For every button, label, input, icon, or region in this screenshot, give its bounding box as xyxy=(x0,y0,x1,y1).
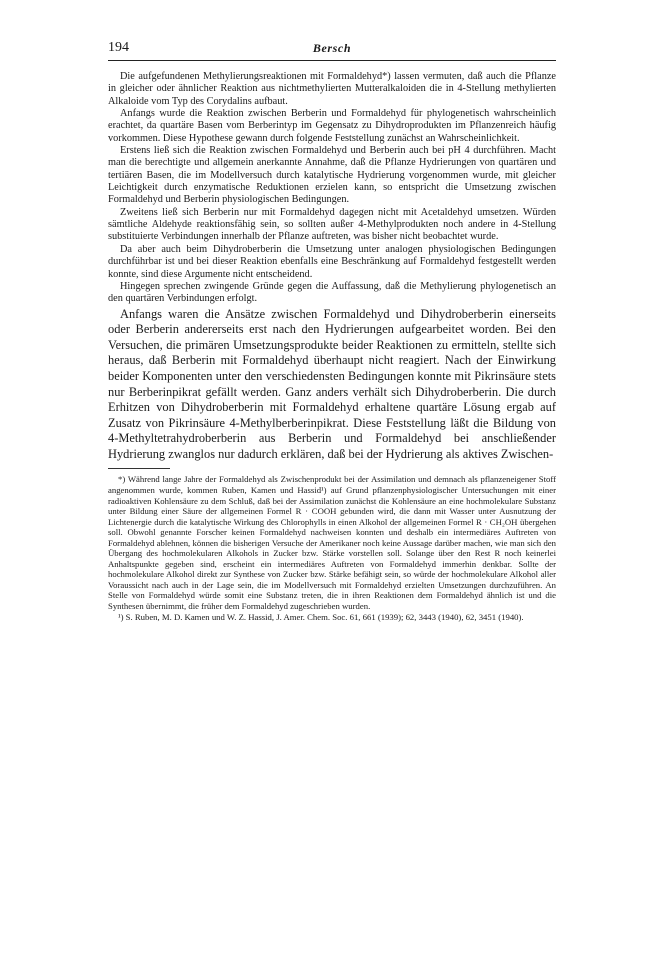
page-number: 194 xyxy=(108,40,129,55)
paragraph: Hingegen sprechen zwingende Gründe gegen die Auffassung, daß die Methylierung phylogenetisch an den quartären Verbindungen erfolgt. xyxy=(108,280,556,305)
footnote-citation: ¹) S. Ruben, M. D. Kamen und W. Z. Hassid, J. Amer. Chem. Soc. 61, 661 (1939); 62, 3443 (1940), 62, 3451 (1940). xyxy=(118,611,524,622)
page-header xyxy=(108,40,556,61)
small-print-section xyxy=(108,71,556,306)
main-text-section xyxy=(108,307,556,463)
running-head: Bersch xyxy=(312,41,352,55)
footnote: *) Während lange Jahre der Formaldehyd als Zwischenprodukt bei der Assimilation und demnach als pflanzeneigener Stoff angenommen wurde, kommen Ruben, Kamen und Hassid¹) auf Grund pflanzenphysiologischer Untersuchungen mit einer radioaktiven Kohlensäure zu dem Schluß, daß bei der Assimilation zunächst die Kohlensäure an eine hochmolekulare Substanz unter Bildung einer Säure der allgemeinen Formel R · COOH gebunden wird, die dann mit Wasser unter Ausnutzung der Lichtenergie durch die katalytische Wirkung des Chlorophylls in einen Alkohol der allgemeinen Formel R · CH₂OH übergehen soll. Obwohl genannte Forscher keinen Formaldehyd nachweisen konnten und deshalb ein intermediäres Auftreten von Formaldehyd ablehnen, können die bisherigen Versuche der Amerikaner noch keine Aussage darüber machen, wie man sich den Übergang des hochmolekularen Alkohols in Zucker bzw. Stärke vorstellen soll. Solange über den Rest R noch keinerlei Anhaltspunkte gegeben sind, erscheint ein intermediäres Auftreten von Formaldehyd immerhin denkbar. Sollte der hochmolekulare Alkohol direkt zur Synthese von Zucker bzw. Stärke befähigt sein, so würde der hochmolekulare Alkohol aller Voraussicht nach auch in der Lage sein, die im Modellversuch mit Formaldehyd erzielten Umsetzungen durchzuführen. An Stelle von Formaldehyd würde somit eine Substanz treten, die in ihren Reaktionen dem Formaldehyd ähnlich ist und die Synthesen übernimmt, die früher dem Formaldehyd zugeschrieben wurden. xyxy=(108,474,556,612)
paragraph: Zweitens ließ sich Berberin nur mit Formaldehyd dagegen nicht mit Acetaldehyd umsetzen. Würden sämtliche Aldehyde reaktionsfähig sein, so sollten außer 4-Methylprodukten noch andere in 4-Stellung substituierte Verbindungen innerhalb der Pflanze auftreten, was bisher nicht beobachtet wurde. xyxy=(108,206,556,243)
paragraph: Anfangs waren die Ansätze zwischen Formaldehyd und Dihydroberberin einerseits oder Berberin andererseits erst nach den Hydrierungen aufgearbeitet worden. Bei den Versuchen, die primären Umsetzungsprodukte beider Reaktionen zu ermitteln, stellte sich heraus, daß Berberin mit Formaldehyd überhaupt nicht reagiert. Nach der Einwirkung beider Komponenten unter den verschiedensten Bedingungen konnte mit Pikrinsäure stets nur Berberinpikrat gefällt werden. Ganz anders verhält sich Dihydroberberin. Die durch Erhitzen von Dihydroberberin mit Formaldehyd erhaltene quartäre Lösung ergab auf Zusatz von Pikrinsäure 4-Methylberberinpikrat. Diese Feststellung läßt die Bildung von 4-Methyltetrahydroberberin aus Berberin und Formaldehyd bei anschließender Hydrierung zwanglos nur dadurch erklären, daß bei der Hydrierung als aktives Zwischen- xyxy=(108,306,556,461)
paragraph: Anfangs wurde die Reaktion zwischen Berberin und Formaldehyd für phylogenetisch wahrscheinlich erachtet, da quartäre Basen vom Berberintyp im Gegensatz zu Dihydroprodukten im Pflanzenreich häufig vorkommen. Diese Hypothese gewann durch folgende Feststellung zunächst an Wahrscheinlichkeit. xyxy=(108,108,556,144)
page xyxy=(108,40,556,622)
footnote-rule xyxy=(108,468,170,469)
footnotes xyxy=(108,474,556,622)
paragraph: Die aufgefundenen Methylierungsreaktionen mit Formaldehyd*) lassen vermuten, daß auch die Pflanze in gleicher oder ähnlicher Reaktion aus nichtmethylierten Mutteralkaloiden die in 4-Stellung methylierten Alkaloide vom Typ des Corydalins aufbaut. xyxy=(108,71,556,107)
paragraph: Da aber auch beim Dihydroberberin die Umsetzung unter analogen physiologischen Bedingungen durchführbar ist und bei dieser Reaktion ebenfalls eine Beschränkung auf Formaldehyd festgestellt werden konnte, sind diese Argumente nicht entscheidend. xyxy=(108,243,556,280)
paragraph: Erstens ließ sich die Reaktion zwischen Formaldehyd und Berberin auch bei pH 4 durchführen. Macht man die berechtigte und allgemein anerkannte Annahme, daß die Pflanze Hydrierungen von quartären und tertiären Basen, die im Modellversuch durch katalytische Hydrierung vorgenommen wurde, mit gleicher Leichtigkeit durch enzymatische Reduktionen erzielen kann, so entspricht die Umsetzung zwischen Formaldehyd und Berberin physiologischen Bedingungen. xyxy=(108,145,556,206)
